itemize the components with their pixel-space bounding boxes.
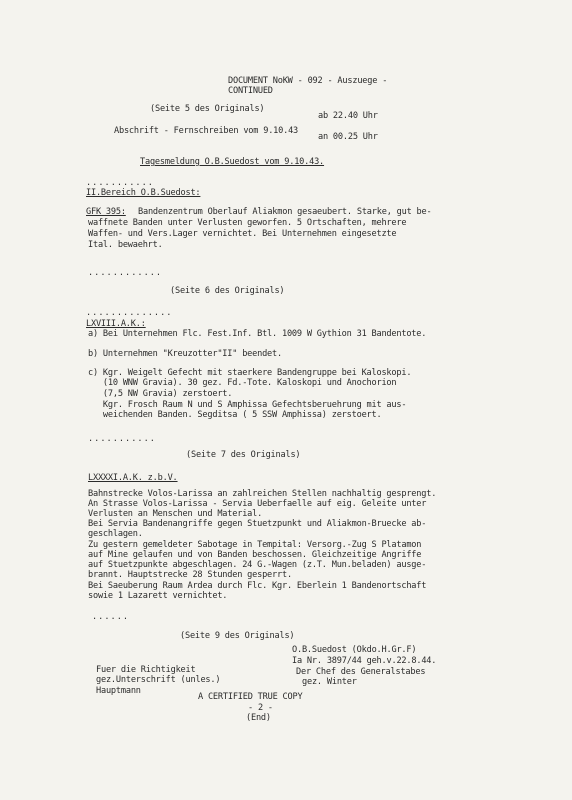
signature-left-line: Hauptmann (96, 686, 141, 696)
separator-dots: ........... (86, 178, 154, 188)
seite-7-label: (Seite 7 des Originals) (186, 450, 301, 460)
item-c-line: c) Kgr. Weigelt Gefecht mit staerkere Bandengruppe bei Kaloskopi. (88, 368, 412, 378)
item-a: a) Bei Unternehmen Flc. Fest.Inf. Btl. 1009 W Gythion 31 Bandentote. (88, 329, 427, 339)
separator-dots: ............ (88, 268, 163, 278)
item-c-line: (10 WNW Gravia). 30 gez. Fd.-Tote. Kaloskopi und Anochorion (88, 378, 397, 388)
paragraph-line: auf Mine gelaufen und von Banden beschossen. Gleichzeitige Angriffe (88, 550, 422, 560)
paragraph-line: Bahnstrecke Volos-Larissa an zahlreichen Stellen nachhaltig gesprengt. (88, 489, 437, 499)
item-c-line: Kgr. Frosch Raum N und S Amphissa Gefechtsberuehrung mit aus- (88, 400, 407, 410)
item-c-line: weichenden Banden. Segditsa ( 5 SSW Amphissa) zerstoert. (88, 410, 382, 420)
abschrift-line: Abschrift - Fernschreiben vom 9.10.43 (114, 126, 299, 136)
separator-dots: .............. (86, 308, 173, 318)
paragraph-line: Zu gestern gemeldeter Sabotage in Tempital: Versorg.-Zug S Platamon (88, 540, 422, 550)
separator-dots: ...... (92, 612, 130, 622)
paragraph-line: Bei Saeuberung Raum Ardea durch Flc. Kgr. Eberlein 1 Bandenortschaft (88, 581, 427, 591)
certified-copy: A CERTIFIED TRUE COPY (198, 692, 303, 702)
item-c-line: (7,5 NW Gravia) zerstoert. (88, 389, 233, 399)
separator-dots: ........... (88, 434, 156, 444)
document-number: DOCUMENT NoKW - 092 - Auszuege - (228, 76, 388, 86)
paragraph-line: An Strasse Volos-Larissa - Servia Ueberfaelle auf eig. Geleite unter (88, 499, 427, 509)
tagesmeldung-title: Tagesmeldung O.B.Suedost vom 9.10.43. (140, 157, 325, 167)
paragraph-line: Waffen- und Vers.Lager vernichtet. Bei Unternehmen eingesetzte (88, 229, 397, 239)
signature-left-line: Fuer die Richtigkeit (96, 665, 196, 675)
paragraph-line: waffnete Banden unter Verlusten geworfen. 5 Ortschaften, mehrere (88, 218, 407, 228)
paragraph-line: auf Stuetzpunkte abgeschlagen. 24 G.-Wagen (z.T. Mun.beladen) ausge- (88, 560, 427, 570)
an-time: an 00.25 Uhr (318, 132, 378, 142)
paragraph-line: Bei Servia Bandenangriffe gegen Stuetzpunkt und Aliakmon-Bruecke ab- (88, 519, 427, 529)
signature-right-line: O.B.Suedost (Okdo.H.Gr.F) (292, 645, 417, 655)
seite-9-label: (Seite 9 des Originals) (180, 631, 295, 641)
paragraph-line: Verlusten an Menschen und Material. (88, 509, 263, 519)
seite-6-label: (Seite 6 des Originals) (170, 286, 285, 296)
paragraph-line: Bandenzentrum Oberlauf Aliakmon gesaeubert. Starke, gut be- (138, 207, 432, 217)
seite-5-label: (Seite 5 des Originals) (150, 104, 265, 114)
lxxxxi-heading: LXXXXI.A.K. z.b.V. (88, 473, 178, 483)
page-number: - 2 - (248, 703, 273, 713)
gfk-label: GFK 395: (86, 207, 126, 217)
paragraph-line: Ital. bewaehrt. (88, 240, 163, 250)
signature-right-line: Ia Nr. 3897/44 geh.v.22.8.44. (292, 656, 437, 666)
continued-label: CONTINUED (228, 86, 273, 96)
signature-right-line: Der Chef des Generalstabes (296, 667, 426, 677)
ab-time: ab 22.40 Uhr (318, 111, 378, 121)
bereich-heading: II.Bereich O.B.Suedost: (86, 188, 201, 198)
paragraph-line: geschlagen. (88, 529, 143, 539)
item-b: b) Unternehmen "Kreuzotter"II" beendet. (88, 349, 282, 359)
signature-right-line: gez. Winter (302, 677, 357, 687)
end-label: (End) (246, 713, 271, 723)
lxviii-heading: LXVIII.A.K.: (86, 319, 146, 329)
paragraph-line: brannt. Hauptstrecke 28 Stunden gesperrt. (88, 570, 292, 580)
signature-left-line: gez.Unterschrift (unles.) (96, 675, 221, 685)
paragraph-line: sowie 1 Lazarett vernichtet. (88, 591, 228, 601)
